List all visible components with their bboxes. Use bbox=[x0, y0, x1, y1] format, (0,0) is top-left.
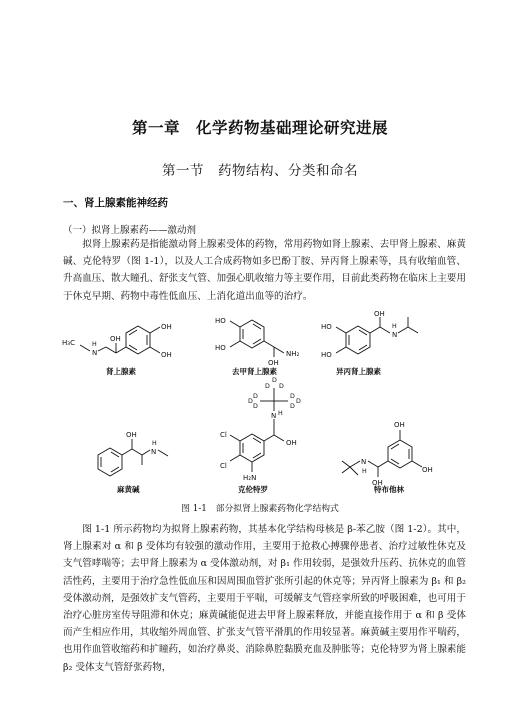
label-oh-2: OH bbox=[422, 466, 433, 474]
label-h: H bbox=[152, 440, 157, 447]
label-h: H bbox=[92, 341, 97, 348]
paragraph-1 bbox=[63, 236, 466, 305]
label-h: H bbox=[362, 468, 367, 475]
label-d: D bbox=[265, 383, 270, 390]
label-h3c: H₃C bbox=[62, 339, 75, 347]
paragraph-2 bbox=[63, 521, 466, 676]
label-n: N bbox=[92, 349, 98, 357]
label-n: N bbox=[361, 458, 367, 466]
benzene-ring bbox=[98, 448, 122, 476]
molecule-name: 去甲肾上腺素 bbox=[232, 367, 277, 376]
molecule-name: 麻黄碱 bbox=[117, 485, 140, 494]
label-d: D bbox=[296, 398, 301, 405]
label-oh: OH bbox=[286, 439, 297, 447]
label-oh-side: OH bbox=[110, 335, 121, 343]
label-oh-side: OH bbox=[372, 479, 383, 487]
label-ho-top: HO bbox=[321, 323, 332, 331]
molecule-clenbuterol bbox=[220, 377, 301, 494]
label-nh2: NH₂ bbox=[286, 350, 300, 358]
label-d: D bbox=[253, 403, 258, 410]
molecule-name: 克伦特罗 bbox=[238, 485, 268, 494]
label-ho-mid: HO bbox=[215, 344, 226, 352]
label-oh-top: OH bbox=[161, 323, 172, 331]
label-h: H bbox=[278, 410, 283, 417]
molecule-terbutaline bbox=[342, 421, 433, 494]
label-h2n: H₂N bbox=[243, 474, 257, 482]
label-d: D bbox=[279, 383, 284, 390]
label-h: H bbox=[392, 323, 397, 330]
label-oh: OH bbox=[126, 431, 137, 439]
chemical-structures-figure bbox=[60, 308, 460, 498]
label-n: N bbox=[151, 448, 157, 456]
label-oh-mid: OH bbox=[161, 351, 172, 359]
label-oh-1: OH bbox=[394, 421, 405, 429]
label-cl-1: Cl bbox=[220, 431, 227, 439]
label-oh-side: OH bbox=[374, 310, 385, 318]
molecule-name: 特布他林 bbox=[374, 485, 404, 494]
molecule-norepinephrine bbox=[215, 317, 300, 376]
label-n: N bbox=[392, 331, 398, 339]
molecule-ephedrine bbox=[98, 431, 168, 494]
benzene-ring bbox=[240, 434, 264, 462]
benzene-ring bbox=[346, 326, 370, 354]
label-n: N bbox=[271, 412, 277, 420]
heading-2: （一）拟肾上腺素药——激动剂 bbox=[63, 225, 197, 236]
label-cl-2: Cl bbox=[220, 462, 227, 470]
paragraph-1-text: 拟肾上腺素药是指能激动肾上腺素受体的药物，常用药物如肾上腺素、去甲肾上腺素、麻黄碱、克伦特罗（图 1-1），以及人工合成药物如多巴酚丁胺、异丙肾上腺素等，具有收缩血管、升高血压、散大瞳孔、舒张支气管、加强心肌收缩力等主要作用，目前此类药物在临床上主要用于休克早期、药物中毒性低血压、上消化道出血等的治疗。 bbox=[63, 239, 466, 302]
benzene-ring bbox=[388, 440, 412, 468]
label-ho-mid: HO bbox=[321, 351, 332, 359]
paragraph-2-text: 图 1-1 所示药物均为拟肾上腺素药物，其基本化学结构母核是 β-苯乙胺（图 1-2）。其中，肾上腺素对 α 和 β 受体均有较强的激动作用，主要用于抢救心搏骤停患者、治疗过敏性休克及支气管哮喘等；去甲肾上腺素为 α 受体激动剂，对 β₁ 作用较弱，是强效升压药、抗休克的血管活性药，主要用于治疗急性低血压和因周围血管扩张所引起的休克等；异丙肾上腺素为 β₁ 和 β₂ 受体激动剂，是强效扩支气管药，主要用于平喘，可缓解支气管痉挛所致的呼吸困难，也可用于治疗心脏房室传导阻滞和休克；麻黄碱能促进去甲肾上腺素释放，并能直接作用于 α 和 β 受体而产生相应作用，其收缩外周血管、扩张支气管平滑肌的作用较显著。麻黄碱主要用作平喘药，也用作血管收缩药和扩瞳药，如治疗鼻炎、消除鼻腔黏膜充血及肿胀等；克伦特罗为肾上腺素能 β₂ 受体支气管舒张药物， bbox=[63, 524, 466, 673]
label-d: D bbox=[248, 398, 253, 405]
molecule-name: 异丙肾上腺素 bbox=[336, 367, 381, 376]
label-d: D bbox=[253, 393, 258, 400]
label-d: D bbox=[272, 377, 277, 384]
benzene-ring bbox=[240, 320, 264, 348]
figure-caption: 图 1-1 部分拟肾上腺素药物化学结构式 bbox=[181, 504, 339, 514]
label-d: D bbox=[290, 393, 295, 400]
molecule-name: 肾上腺素 bbox=[106, 367, 136, 376]
heading-1: 一、肾上腺素能神经药 bbox=[63, 197, 168, 209]
benzene-ring bbox=[126, 326, 150, 354]
section-title: 第一节 药物结构、分类和命名 bbox=[162, 163, 358, 179]
label-ho-top: HO bbox=[215, 317, 226, 325]
molecule-isoproterenol bbox=[321, 310, 418, 376]
molecule-epinephrine bbox=[62, 323, 172, 376]
label-oh-side: OH bbox=[268, 359, 279, 367]
label-d: D bbox=[290, 403, 295, 410]
chapter-title: 第一章 化学药物基础理论研究进展 bbox=[131, 119, 388, 137]
